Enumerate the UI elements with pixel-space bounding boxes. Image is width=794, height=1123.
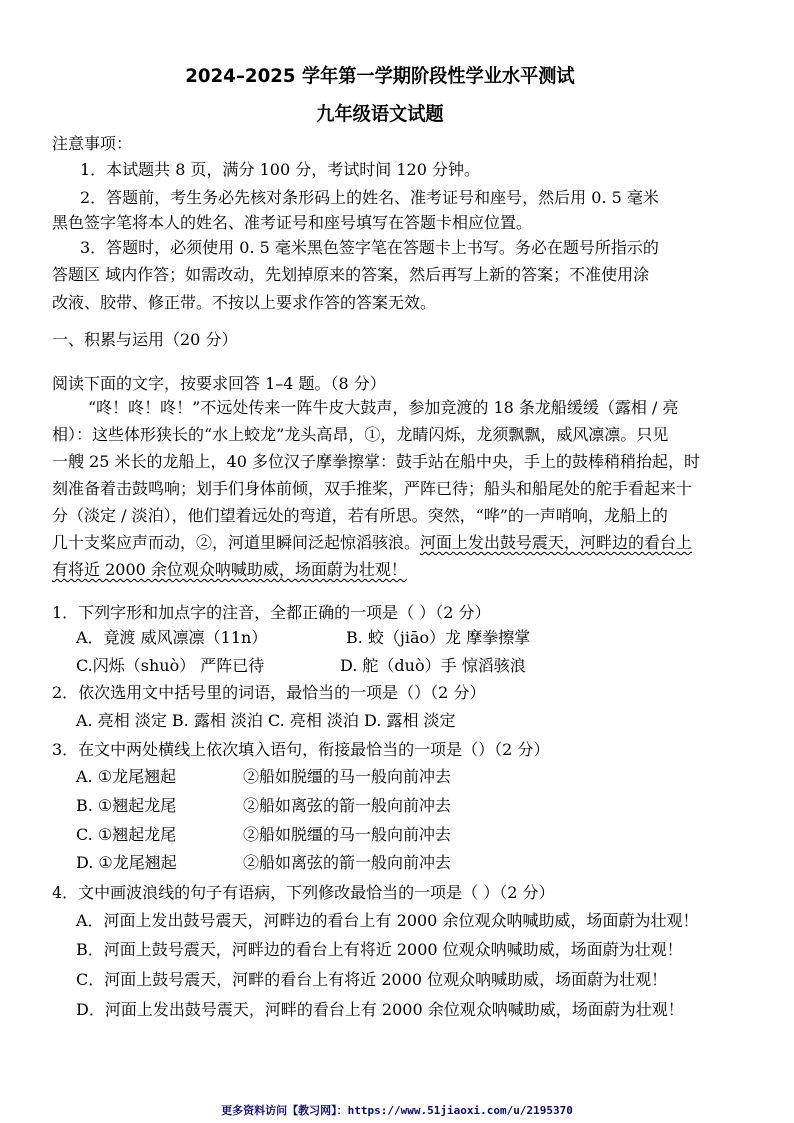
q1-option-a: A．竟渡 威风凛凛（11n） xyxy=(76,628,268,647)
q3-option-a2: ②船如脱缰的马一般向前冲去 xyxy=(243,767,452,786)
exam-title: 2024–2025 学年第一学期阶段性学业水平测试 xyxy=(185,65,575,87)
q1-option-c: C.闪烁（shuò） 严阵已待 xyxy=(76,656,265,675)
q3-option-c1: C. ①翘起龙尾 xyxy=(76,825,177,844)
q3-option-a1: A. ①龙尾翘起 xyxy=(76,767,177,786)
q1-stem: 1．下列字形和加点字的注音，全都正确的一项是（ ）（2 分） xyxy=(52,603,491,622)
passage-line-6 xyxy=(52,533,692,553)
q4-option-c: C．河面上鼓号震天，河畔的看台上有将近 2000 位观众呐喊助威，场面蔚为壮观！ xyxy=(76,970,668,989)
q3-option-d2: ②船如离弦的箭一般向前冲去 xyxy=(243,853,452,872)
note-1: 1．本试题共 8 页，满分 100 分，考试时间 120 分钟。 xyxy=(80,160,480,179)
note-2b: 黑色签字笔将本人的姓名、准考证号和座号填写在答题卡相应位置。 xyxy=(52,213,533,232)
section-heading: 一、积累与运用（20 分） xyxy=(52,330,238,349)
q3-option-b1: B. ①翘起龙尾 xyxy=(76,796,177,815)
note-3a: 3．答题时，必须使用 0. 5 毫米黑色签字笔在答题卡上书写。务必在题号所指示的 xyxy=(80,238,659,257)
q2-options: A. 亮相 淡定 B. 露相 淡泊 C. 亮相 淡泊 D. 露相 淡定 xyxy=(76,711,456,730)
q3-option-d1: D. ①龙尾翘起 xyxy=(76,853,177,872)
passage-line-2: 相）：这些体形狭长的“水上蛟龙”龙头高昂，①，龙睛闪烁，龙须飘飘，威风凛凛。只见 xyxy=(52,425,669,444)
wavy-sentence-part2: 有将近 2000 余位观众呐喊助威，场面蔚为壮观！ xyxy=(52,560,407,579)
q3-stem: 3．在文中两处横线上依次填入语句，衔接最恰当的一项是（）（2 分） xyxy=(52,740,550,759)
exam-subtitle: 九年级语文试题 xyxy=(316,103,444,125)
passage-line-3: 一艘 25 米长的龙船上，40 多位汉子摩拳擦掌：鼓手站在船中央，手上的鼓棒稍稍抬起，时 xyxy=(52,452,700,471)
passage-line-6-plain: 几十支桨应声而动，②，河道里瞬间泛起惊滔骇浪。 xyxy=(52,533,421,552)
note-3b: 答题区 域内作答；如需改动，先划掉原来的答案，然后再写上新的答案；不准使用涂 xyxy=(52,265,650,284)
passage-line-7 xyxy=(52,560,407,580)
reading-intro: 阅读下面的文字，按要求回答 1–4 题。（8 分） xyxy=(52,374,386,393)
passage-line-1: “咚！咚！咚！”不远处传来一阵牛皮大鼓声，参加竞渡的 18 条龙船缓缓（露相 / 亮 xyxy=(88,398,679,417)
passage-line-5: 分（淡定 / 淡泊），他们望着远处的弯道，若有所思。突然，“哗”的一声哨响，龙船上的 xyxy=(52,506,668,525)
q3-option-b2: ②船如离弦的箭一般向前冲去 xyxy=(243,796,452,815)
note-3c: 改液、胶带、修正带。不按以上要求作答的答案无效。 xyxy=(52,293,437,312)
footer-source-link[interactable]: 更多资料访问【教习网】：https://www.51jiaoxi.com/u/2195370 xyxy=(221,1104,573,1117)
notes-heading: 注意事项： xyxy=(52,134,133,153)
passage-line-4: 刻准备着击鼓鸣响；划手们身体前倾，双手推桨，严阵已待；船头和船尾处的舵手看起来十 xyxy=(52,479,693,498)
q4-option-d: D．河面上发出鼓号震天，河畔的看台上有 2000 余位观众呐喊助威，场面蔚为壮观！ xyxy=(76,1000,684,1019)
q4-option-a: A．河面上发出鼓号震天，河畔边的看台上有 2000 余位观众呐喊助威，场面蔚为壮观！ xyxy=(76,911,699,930)
q1-option-d: D. 舵（duò）手 惊滔骇浪 xyxy=(340,656,526,675)
wavy-sentence-part1: 河面上发出鼓号震天，河畔边的看台上 xyxy=(420,533,693,552)
q3-option-c2: ②船如脱缰的马一般向前冲去 xyxy=(243,825,452,844)
q1-option-b: B. 蛟（jiāo）龙 摩拳擦掌 xyxy=(346,628,531,647)
q4-option-b: B．河面上鼓号震天，河畔边的看台上有将近 2000 位观众呐喊助威，场面蔚为壮观！ xyxy=(76,940,683,959)
q2-stem: 2．依次选用文中括号里的词语，最恰当的一项是（）（2 分） xyxy=(52,683,486,702)
note-2a: 2．答题前，考生务必先核对条形码上的姓名、准考证号和座号，然后用 0. 5 毫米 xyxy=(80,188,659,207)
q4-stem: 4．文中画波浪线的句子有语病，下列修改最恰当的一项是（ ）（2 分） xyxy=(52,883,555,902)
